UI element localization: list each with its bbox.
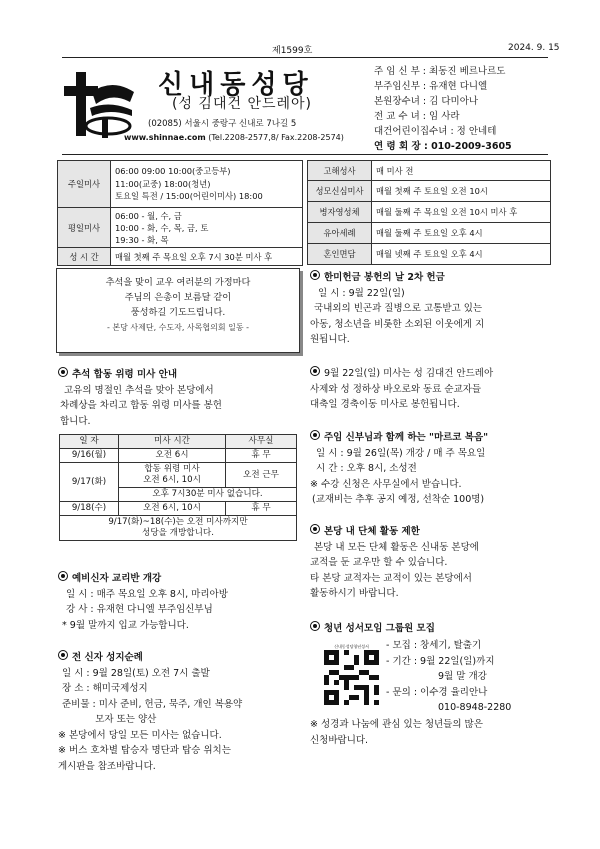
sunday-mass-label: 주일미사 <box>58 161 111 208</box>
staff-list <box>374 64 512 154</box>
bullet-icon <box>310 270 320 280</box>
greeting-line: 추석을 맞이 교우 여러분의 가정마다 <box>105 277 251 288</box>
section-heading: 주임 신부님과 함께 하는 "마르코 복음" <box>324 432 489 443</box>
sacrament-text: 매월 둘째 주 목요일 오전 10시 미사 후 <box>372 202 551 223</box>
section-heading: 예비신자 교리반 개강 <box>72 573 162 584</box>
staff-row: 전 교 수 녀 : 임 사라 <box>374 111 460 122</box>
parish-subtitle: (성 김대건 안드레아) <box>172 96 313 112</box>
section-heading: 전 신자 성지순례 <box>72 652 143 663</box>
staff-row: 주 임 신 부 : 최동진 베르나르도 <box>374 66 506 77</box>
chuseok-mass-table: 일 자 미사 시간 사무실 9/16(월) 오전 6시 휴 무 9/17(화) 합동 위령 미사 오전 6시, 10시 오전 근무 오후 7시30분 미사 없습니다. 9/18(수) 오전 6시, 10시 휴 무 9/17(화)~18(수)는 오전 미사까지만 성당을 개방합니다. <box>59 434 297 541</box>
catechumen-section: 예비신자 교리반 개강 일 시 : 매주 목요일 오후 8시, 마리아방 강 사 : 유재현 다니엘 부주임신부님 * 9월 말까지 입교 가능합니다. <box>58 571 302 633</box>
staff-row: 대건어린이집수녀 : 정 안네테 <box>374 126 497 137</box>
gospel-class-section: 주임 신부님과 함께 하는 "마르코 복음" 일 시 : 9월 26일(목) 개강 / 매 주 목요일 시 간 : 오후 8시, 소성전 ※ 수강 신청은 사무실에서 받습니다. (교재비는 추후 공지 예정, 선착순 100명) <box>310 432 489 505</box>
bullet-icon <box>310 430 320 440</box>
section-heading: 한미헌금 봉헌의 날 2차 헌금 <box>324 272 445 283</box>
youth-details: - 모집 : 창세기, 탈출기 - 기간 : 9월 22일(일)까지 9월 말 개강 - 문의 : 이수경 율리안나 010-8948-2280 <box>386 640 512 713</box>
header-divider <box>62 154 548 155</box>
qr-code[interactable] <box>324 644 379 707</box>
collection-section: 한미헌금 봉헌의 날 2차 헌금 일 시 : 9월 22일(일) 국내외의 빈곤과 질병으로 고통받고 있는 아동, 청소년을 비롯한 소외된 이웃에게 지 원됩니다. <box>310 272 485 345</box>
parish-contact <box>124 133 344 142</box>
group-activity-section: 본당 내 단체 활동 제한 본당 내 모든 단체 활동은 신내동 본당에 교적을 둔 교우만 할 수 있습니다. 타 본당 교적자는 교적이 있는 본당에서 활동하시기 바랍니다. <box>310 526 479 599</box>
top-divider <box>62 57 548 58</box>
issue-date: 2024. 9. 15 <box>508 43 560 53</box>
mass-schedule-table <box>57 160 303 266</box>
bullet-icon <box>310 524 320 534</box>
sacrament-text: 매월 넷째 주 토요일 오후 4시 <box>372 244 551 265</box>
section-heading: 본당 내 단체 활동 제한 <box>324 526 420 537</box>
issue-number: 제1599호 <box>272 46 313 56</box>
youth-footer: ※ 성경과 나눔에 관심 있는 청년들의 많은 신청바랍니다. <box>310 719 483 746</box>
parish-logo <box>62 70 140 142</box>
phone-fax: (Tel.2208-2577,8/ Fax.2208-2574) <box>208 133 344 142</box>
qr-caption: 신내동성당청년성서 <box>334 644 369 649</box>
greeting-line: 풍성하길 기도드립니다. <box>130 307 226 318</box>
section-heading: 추석 합동 위령 미사 안내 <box>72 369 177 380</box>
pilgrimage-section: 전 신자 성지순례 일 시 : 9월 28일(토) 오전 7시 출발 장 소 : 해미국제성지 준비물 : 미사 준비, 헌금, 묵주, 개인 복용약 모자 또는 양산 ※ 본당에서 당일 모든 미사는 없습니다. ※ 버스 호차별 탑승자 명단과 탑승 위치는 게시판을 참조바랍니다. <box>58 652 243 772</box>
chuseok-greeting-box <box>56 268 300 353</box>
sacrament-label: 성모신심미사 <box>308 181 372 202</box>
staff-row: 부주임신부 : 유재현 다니엘 <box>374 81 488 92</box>
sacrament-label: 유아세례 <box>308 223 372 244</box>
sunday-mass-times: 06:00 09:00 10:00(중고등부) 11:00(교중) 18:00(청년) 토요일 특전 / 15:00(어린이미사) 18:00 <box>111 161 303 208</box>
greeting-line: 주님의 은총이 보름달 같이 <box>124 292 232 303</box>
sacrament-label: 혼인면담 <box>308 244 372 265</box>
parish-address: (02085) 서울시 중랑구 신내로 7나길 5 <box>148 119 297 129</box>
sacrament-text: 매월 둘째 주 토요일 오후 4시 <box>372 223 551 244</box>
website-link[interactable]: www.shinnae.com <box>124 133 206 142</box>
section-heading: 청년 성서모임 그룹원 모집 <box>324 623 435 634</box>
bullet-icon <box>58 650 68 660</box>
qr-code-icon <box>324 650 379 705</box>
parish-name: 신내동성당 <box>158 70 314 100</box>
weekday-mass-label: 평일미사 <box>58 208 111 248</box>
bullet-icon <box>58 367 68 377</box>
sacrament-label: 고해성사 <box>308 161 372 181</box>
bullet-icon <box>310 366 320 376</box>
bullet-icon <box>58 571 68 581</box>
bullet-icon <box>310 621 320 631</box>
holy-hour-label: 성 시 간 <box>58 248 111 266</box>
sacrament-label: 병자영성체 <box>308 202 372 223</box>
holy-hour-text: 매월 첫째 주 목요일 오후 7시 30분 미사 후 <box>111 248 303 266</box>
martyrs-section: 9월 22일(일) 미사는 성 김대건 안드레아 사제와 성 정하상 바오로와 동료 순교자들 대축일 경축이동 미사로 봉헌됩니다. <box>310 368 494 410</box>
sacrament-text: 매월 첫째 주 토요일 오전 10시 <box>372 181 551 202</box>
sacrament-schedule-table <box>307 160 551 265</box>
weekday-mass-times: 06:00 - 월, 수, 금 10:00 - 화, 수, 목, 금, 토 19:30 - 화, 목 <box>111 208 303 248</box>
greeting-signature: - 본당 사제단, 수도자, 사목협의회 일동 - <box>106 323 250 332</box>
staff-row: 본원장수녀 : 김 다미아나 <box>374 96 479 107</box>
youth-bible-section <box>310 621 554 637</box>
chuseok-mass-section: 추석 합동 위령 미사 안내 고유의 명절인 추석을 맞아 본당에서 차례상을 차리고 합동 위령 미사를 봉헌 합니다. <box>60 369 222 427</box>
sacrament-text: 매 미사 전 <box>372 161 551 181</box>
staff-row: 연 령 회 장 : 010-2009-3605 <box>374 141 512 152</box>
